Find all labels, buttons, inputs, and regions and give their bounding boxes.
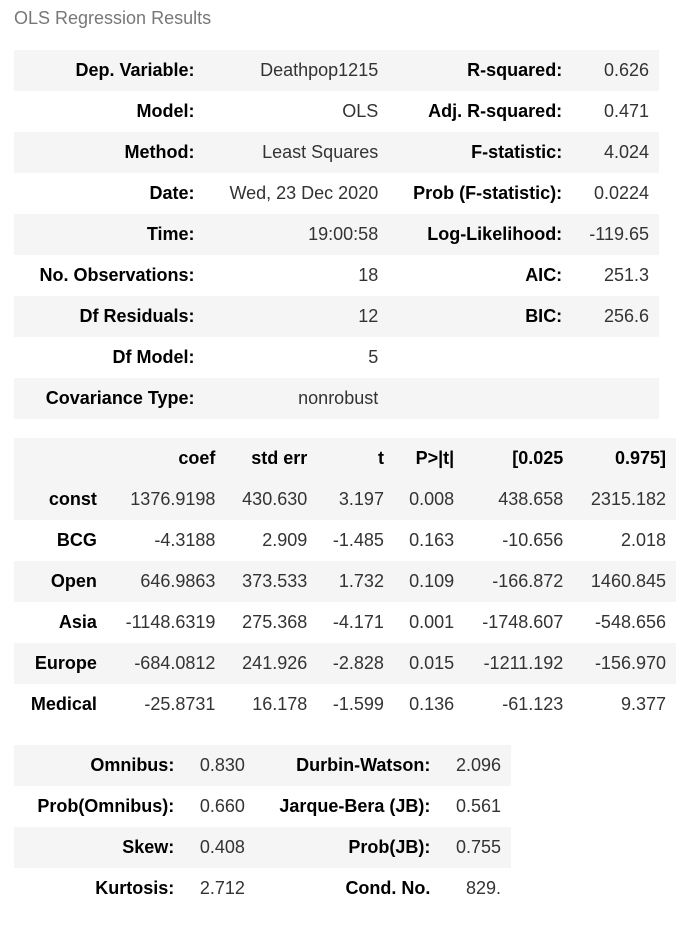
stat-value: Wed, 23 Dec 2020: [205, 173, 389, 214]
stat-label: Kurtosis:: [14, 868, 184, 909]
diagnostics-body: [14, 745, 511, 909]
summary-row: [14, 827, 511, 868]
coefficient-value: -10.656: [464, 520, 573, 561]
coefficient-row: [14, 643, 676, 684]
coefficient-value: 241.926: [225, 643, 317, 684]
stat-value: 18: [205, 255, 389, 296]
header-blank: [14, 438, 107, 479]
stat-label: Dep. Variable:: [14, 50, 205, 91]
stat-label: Df Model:: [14, 337, 205, 378]
coefficient-value: 2.909: [225, 520, 317, 561]
stat-label: Prob (F-statistic):: [388, 173, 572, 214]
coefficient-value: -166.872: [464, 561, 573, 602]
header-ci-upper: 0.975]: [573, 438, 676, 479]
stat-label: Log-Likelihood:: [388, 214, 572, 255]
stat-label: Prob(JB):: [255, 827, 441, 868]
stat-value: 0.561: [440, 786, 511, 827]
stat-value: 19:00:58: [205, 214, 389, 255]
coefficient-row: [14, 684, 676, 725]
stat-value: 0.0224: [572, 173, 659, 214]
coefficient-value: 2315.182: [573, 479, 676, 520]
summary-row: [14, 337, 659, 378]
coefficient-value: 0.008: [394, 479, 464, 520]
stat-value: 0.755: [440, 827, 511, 868]
stat-label: Date:: [14, 173, 205, 214]
stat-value: 0.471: [572, 91, 659, 132]
results-caption: OLS Regression Results: [14, 8, 212, 28]
coefficient-value: -4.171: [317, 602, 394, 643]
coefficient-value: 1376.9198: [107, 479, 226, 520]
coefficient-value: -2.828: [317, 643, 394, 684]
coefficient-value: -1211.192: [464, 643, 573, 684]
summary-row: [14, 214, 659, 255]
stat-label: Cond. No.: [255, 868, 441, 909]
stat-label: Model:: [14, 91, 205, 132]
model-summary-body: [14, 50, 659, 419]
coefficient-value: 0.015: [394, 643, 464, 684]
coefficient-row: [14, 602, 676, 643]
diagnostics-table: [14, 745, 511, 909]
header-ci-lower: [0.025: [464, 438, 573, 479]
coefficient-row: [14, 561, 676, 602]
stat-value: 0.830: [184, 745, 255, 786]
stat-label: BIC:: [388, 296, 572, 337]
stat-label: Df Residuals:: [14, 296, 205, 337]
stat-label: AIC:: [388, 255, 572, 296]
coefficient-value: 0.163: [394, 520, 464, 561]
coefficient-value: -548.656: [573, 602, 676, 643]
coefficient-value: 1.732: [317, 561, 394, 602]
summary-row: [14, 786, 511, 827]
coefficient-value: -1148.6319: [107, 602, 226, 643]
header-t: t: [317, 438, 394, 479]
coefficient-value: -25.8731: [107, 684, 226, 725]
coefficient-value: 2.018: [573, 520, 676, 561]
coefficient-table: [14, 438, 676, 725]
coefficient-body: [14, 479, 676, 725]
stat-value: 5: [205, 337, 389, 378]
coefficient-value: 646.9863: [107, 561, 226, 602]
stat-label: Prob(Omnibus):: [14, 786, 184, 827]
variable-name: BCG: [14, 520, 107, 561]
stat-label: No. Observations:: [14, 255, 205, 296]
coefficient-value: 0.109: [394, 561, 464, 602]
stat-value: 4.024: [572, 132, 659, 173]
coefficient-value: 0.136: [394, 684, 464, 725]
variable-name: Open: [14, 561, 107, 602]
stat-value: 251.3: [572, 255, 659, 296]
stat-label: Adj. R-squared:: [388, 91, 572, 132]
coefficient-value: 16.178: [225, 684, 317, 725]
stat-label: Durbin-Watson:: [255, 745, 441, 786]
stat-label: Omnibus:: [14, 745, 184, 786]
stat-value: Deathpop1215: [205, 50, 389, 91]
summary-row: [14, 173, 659, 214]
summary-row: [14, 255, 659, 296]
stat-value: 0.626: [572, 50, 659, 91]
header-coef: coef: [107, 438, 226, 479]
summary-row: [14, 745, 511, 786]
stat-label: Method:: [14, 132, 205, 173]
stat-value: 0.408: [184, 827, 255, 868]
stat-value: -119.65: [572, 214, 659, 255]
coefficient-value: 1460.845: [573, 561, 676, 602]
coefficient-value: 430.630: [225, 479, 317, 520]
coefficient-header-row: [14, 438, 676, 479]
stat-value: 2.096: [440, 745, 511, 786]
stat-label: Jarque-Bera (JB):: [255, 786, 441, 827]
coefficient-row: [14, 479, 676, 520]
coefficient-value: -1.599: [317, 684, 394, 725]
summary-row: [14, 378, 659, 419]
stat-value: [572, 378, 659, 419]
coefficient-value: 0.001: [394, 602, 464, 643]
coefficient-value: 373.533: [225, 561, 317, 602]
variable-name: Asia: [14, 602, 107, 643]
coefficient-header: [14, 438, 676, 479]
variable-name: Europe: [14, 643, 107, 684]
header-std-err: std err: [225, 438, 317, 479]
stat-value: 12: [205, 296, 389, 337]
variable-name: Medical: [14, 684, 107, 725]
stat-label: F-statistic:: [388, 132, 572, 173]
model-summary-table: [14, 50, 659, 419]
coefficient-value: -156.970: [573, 643, 676, 684]
coefficient-row: [14, 520, 676, 561]
summary-row: [14, 296, 659, 337]
stat-value: 0.660: [184, 786, 255, 827]
stat-label: R-squared:: [388, 50, 572, 91]
stat-value: Least Squares: [205, 132, 389, 173]
stat-value: nonrobust: [205, 378, 389, 419]
stat-label: Skew:: [14, 827, 184, 868]
coefficient-value: -1748.607: [464, 602, 573, 643]
coefficient-value: -1.485: [317, 520, 394, 561]
coefficient-value: -4.3188: [107, 520, 226, 561]
coefficient-value: 438.658: [464, 479, 573, 520]
header-p-value: P>|t|: [394, 438, 464, 479]
coefficient-value: 9.377: [573, 684, 676, 725]
coefficient-value: -684.0812: [107, 643, 226, 684]
coefficient-value: -61.123: [464, 684, 573, 725]
stat-value: [572, 337, 659, 378]
coefficient-value: 3.197: [317, 479, 394, 520]
summary-row: [14, 868, 511, 909]
stat-value: 829.: [440, 868, 511, 909]
stat-label: [388, 378, 572, 419]
summary-row: [14, 50, 659, 91]
stat-label: [388, 337, 572, 378]
stat-value: OLS: [205, 91, 389, 132]
summary-row: [14, 132, 659, 173]
stat-value: 2.712: [184, 868, 255, 909]
variable-name: const: [14, 479, 107, 520]
stat-value: 256.6: [572, 296, 659, 337]
coefficient-value: 275.368: [225, 602, 317, 643]
stat-label: Covariance Type:: [14, 378, 205, 419]
stat-label: Time:: [14, 214, 205, 255]
summary-row: [14, 91, 659, 132]
